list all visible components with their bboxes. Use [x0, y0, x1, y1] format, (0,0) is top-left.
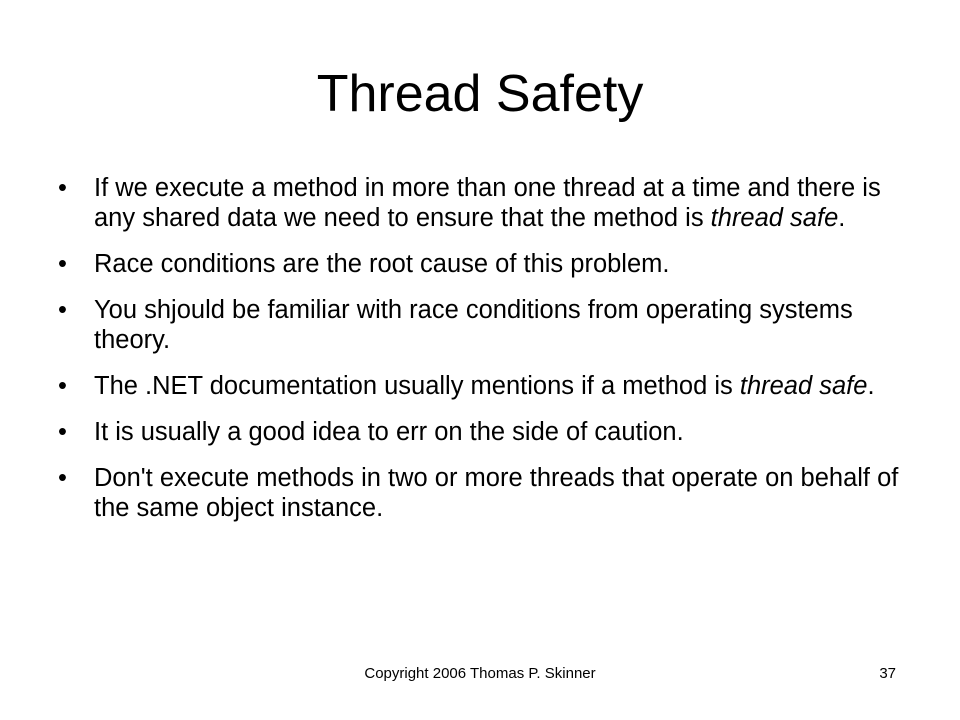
bullet-text: [94, 464, 898, 522]
bullet-item: [58, 463, 908, 523]
bullet-text: [94, 296, 853, 354]
bullet-item: [58, 417, 908, 447]
bullet-marker: •: [58, 372, 67, 400]
bullet-text: [94, 174, 881, 232]
bullet-item: [58, 249, 908, 279]
text-segment: The .NET documentation usually mentions if a method is: [94, 372, 740, 400]
text-segment: If we execute a method in more than one thread at a time and there is any shared data we need to ensure that the method is: [94, 174, 881, 232]
bullet-item: [58, 295, 908, 355]
bullet-text: [94, 372, 875, 400]
bullet-marker: •: [58, 464, 67, 492]
text-segment: .: [838, 204, 846, 232]
bullet-marker: •: [58, 174, 67, 202]
footer-copyright: Copyright 2006 Thomas P. Skinner: [364, 665, 596, 682]
slide-title: Thread Safety: [316, 65, 644, 123]
text-segment: Don't execute methods in two or more threads that operate on behalf of the same object instance.: [94, 464, 899, 522]
bullet-item: [58, 173, 908, 233]
bullet-marker: •: [58, 250, 67, 278]
bullet-text: [94, 418, 684, 446]
text-segment: Race conditions are the root cause of this problem.: [94, 250, 670, 278]
text-segment: You shjould be familiar with race conditions from operating systems theory.: [94, 296, 853, 354]
page-number: 37: [879, 665, 896, 682]
bullet-item: [58, 371, 908, 401]
bullet-list: [58, 173, 908, 539]
bullet-text: [94, 250, 669, 278]
emphasis-text: thread safe: [710, 204, 839, 232]
text-segment: .: [867, 372, 875, 400]
bullet-marker: •: [58, 418, 67, 446]
bullet-marker: •: [58, 296, 67, 324]
text-segment: It is usually a good idea to err on the side of caution.: [94, 418, 684, 446]
emphasis-text: thread safe: [739, 372, 868, 400]
